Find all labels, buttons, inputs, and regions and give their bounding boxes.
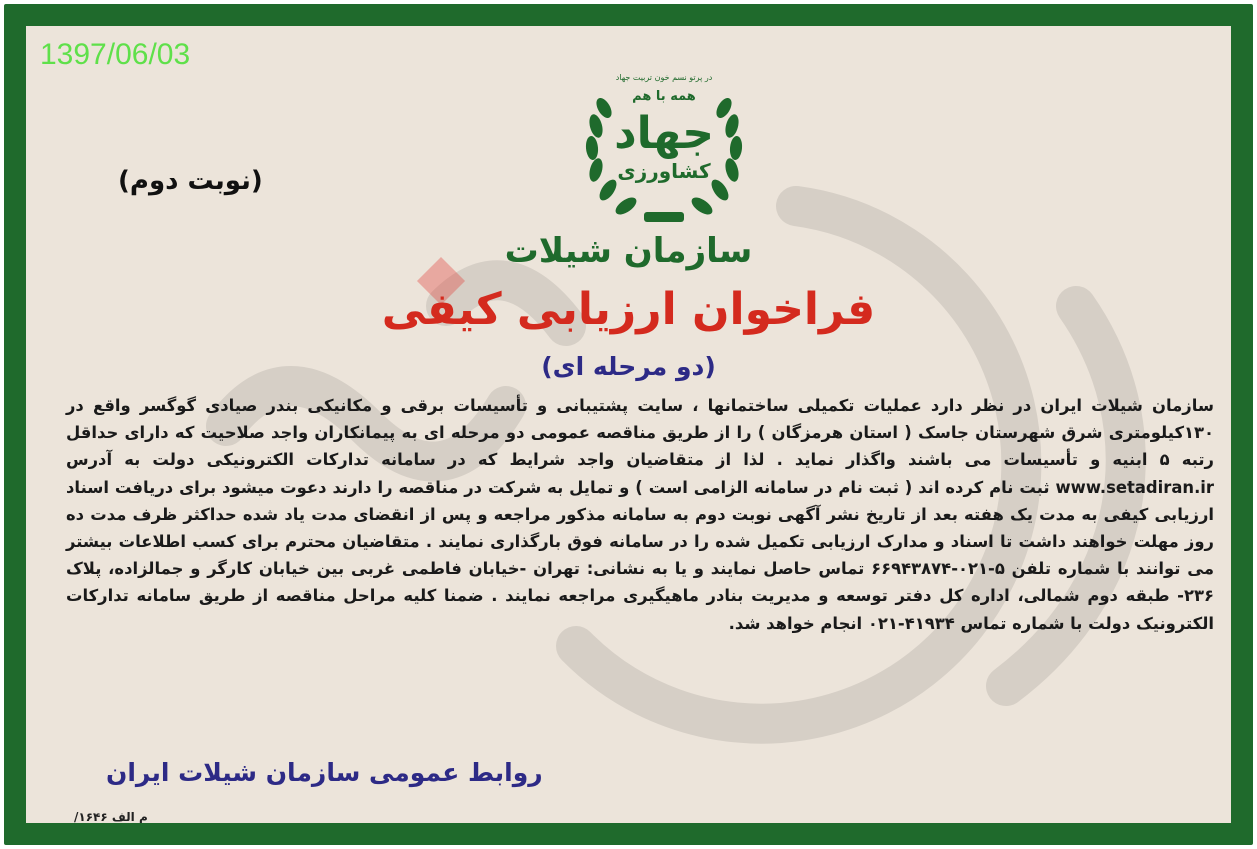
organization-name: سازمان شیلات [504,231,753,271]
logo-top-text: همه با هم [632,89,696,104]
newspaper-frame [4,4,1253,845]
logo-main-text: جهاد [614,108,714,159]
logo-sub-text: کشاورزی [617,159,711,183]
date-stamp: 1397/06/03 [40,38,191,71]
reference-number: م الف ۱۶۴۶/ [74,810,148,823]
advertisement-paper [26,26,1231,823]
public-relations-signature: روابط عمومی سازمان شیلات ایران [106,758,543,787]
jahad-keshavarzi-logo [574,66,754,226]
logo-arc-text: در پرتو نسم خون تربیت جهاد [615,73,713,82]
announcement-body: سازمان شیلات ایران در نظر دارد عملیات تکمیلی ساختمانها ، سایت پشتیبانی و تأسیسات برقی و مکانیکی بندر صیادی گوگسر واقع در ۱۳۰کیلومتری شرق شهرستان جاسک ( استان هرمزگان ) را از طریق مناقصه عمومی دو مرحله ای به پیمانکاران واجد صلاحیت که دارای حداقل رتبه ۵ ابنیه و تأسیسات می باشند واگذار نماید . لذا از متقاضیان واجد شرایط که در سامانه تدارکات الکترونیکی دولت به آدرس www.setadiran.ir ثبت نام کرده اند ( ثبت نام در سامانه الزامی است ) و تمایل به شرکت در مناقصه را دارند دعوت میشود برای دریافت اسناد ارزیابی کیفی به مدت یک هفته بعد از تاریخ نشر آگهی نوبت دوم به سامانه مذکور مراجعه و پس از انقضای مدت یاد شده حداکثر ظرف مدت ده روز مهلت خواهند داشت تا اسناد و مدارک ارزیابی تکمیل شده را در سامانه فوق بارگذاری نمایند . متقاضیان محترم برای کسب اطلاعات بیشتر می توانند با شماره تلفن ۵-۰۲۱-۶۶۹۴۳۸۷۴ تماس حاصل نمایند و یا به نشانی: تهران -خیابان فاطمی غربی بین خیابان کارگر و جمالزاده، پلاک ۲۳۶- طبقه دوم شمالی، اداره کل دفتر توسعه و مدیریت بنادر ماهیگیری مراجعه نمایند . ضمنا کلیه مراحل مناقصه از طریق سامانه تدارکات الکترونیک دولت با شماره تماس ۴۱۹۳۴-۰۲۱ انجام خواهد شد. [66,396,1214,633]
announcement-subtitle: (دو مرحله ای) [541,352,716,381]
announcement-title: فراخوان ارزیابی کیفی [381,284,876,335]
announcement-round: (نوبت دوم) [118,166,263,196]
